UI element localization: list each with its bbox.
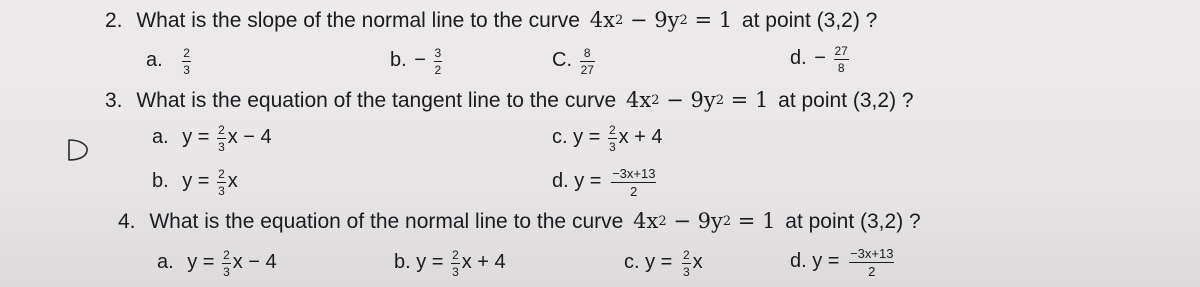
q3-option-b[interactable]: b. y = $\frac{2}{3}$ x [152,167,238,198]
question-4-number: 4. [118,210,136,233]
q3-option-d-fraction: $\frac{-3x+13}{2}$ [612,166,656,199]
question-3-curve: $4x^2 - 9y^2 = 1$ [626,88,769,112]
question-3-point: at point (3,2) ? [778,89,914,112]
q3-option-c[interactable]: c. y = $\frac{2}{3}$ x + 4 [552,123,663,154]
q2-option-b-fraction: $\frac{3}{2}$ [434,46,442,77]
question-2-point: at point (3,2) ? [741,9,878,32]
q3-option-a-fraction: $\frac{2}{3}$ [218,123,225,154]
question-3-line [105,90,914,111]
q3-option-d[interactable]: d. y = $\frac{-3x+13}{2}$ [552,166,656,199]
question-4-curve: $4x^2 - 9y^2 = 1$ [633,209,776,233]
q4-option-b-fraction: $\frac{2}{3}$ [452,248,459,279]
q3-option-b-fraction: $\frac{2}{3}$ [218,167,225,198]
q2-option-a-fraction: $\frac{2}{3}$ [183,46,190,77]
q3-option-c-fraction: $\frac{2}{3}$ [608,123,616,154]
question-4-point: at point (3,2) ? [785,210,921,233]
question-3-number: 3. [105,89,123,112]
q4-option-d[interactable]: d. y = $\frac{-3x+13}{2}$ [790,246,894,279]
handwritten-d-mark [64,138,90,162]
q4-option-a[interactable]: a. y = $\frac{2}{3}$ x − 4 [157,248,277,279]
question-3-prompt: What is the equation of the tangent line to the curve [136,89,617,112]
q3-option-a[interactable]: a. y = $\frac{2}{3}$ x − 4 [152,123,272,154]
q2-option-a[interactable]: a. $\frac{2}{3}$ [146,46,190,77]
q2-option-d-fraction: $\frac{27}{8}$ [834,44,848,75]
question-2-line [105,10,877,31]
q2-option-c[interactable]: C. $\frac{8}{27}$ [552,46,594,77]
q2-option-b[interactable]: b. − $\frac{3}{2}$ [390,46,442,77]
q2-option-c-fraction: $\frac{8}{27}$ [580,46,594,77]
question-2-number: 2. [105,9,123,32]
q4-option-a-fraction: $\frac{2}{3}$ [223,248,230,279]
q4-option-c[interactable]: c. y = $\frac{2}{3}$ x [624,248,703,279]
question-4-prompt: What is the equation of the normal line to the curve [149,210,624,233]
question-2-curve: $4x^2 - 9y^2 = 1$ [589,8,733,32]
q2-option-d[interactable]: d. − $\frac{27}{8}$ [790,44,848,75]
q4-option-b[interactable]: b. y = $\frac{2}{3}$ x + 4 [394,248,506,279]
question-2-prompt: What is the slope of the normal line to the curve [136,9,580,32]
question-4-line [118,211,921,232]
q4-option-d-fraction: $\frac{-3x+13}{2}$ [850,246,894,279]
q4-option-c-fraction: $\frac{2}{3}$ [682,248,690,279]
